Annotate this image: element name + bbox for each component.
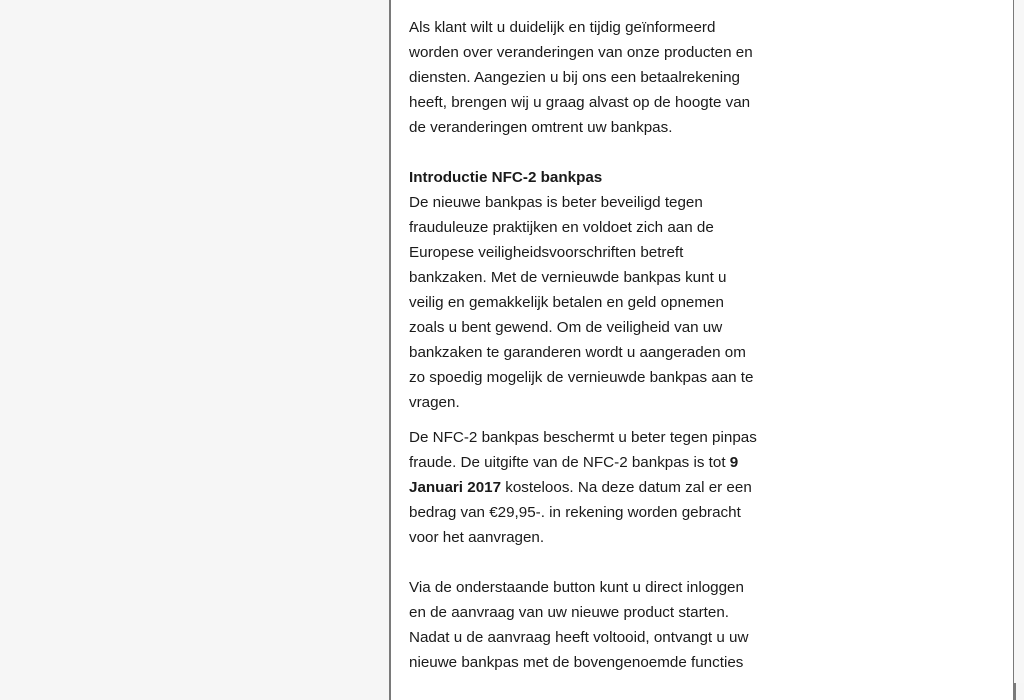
text-line: diensten. Aangezien u bij ons een betaalrekening — [409, 69, 741, 86]
text-line: bankzaken te garanderen wordt u aangeraden om — [409, 344, 746, 361]
text-line: zo spoedig mogelijk de vernieuwde bankpas aan te — [409, 369, 754, 386]
text-line: frauduleuze praktijken en voldoet zich aan de — [409, 219, 714, 236]
intro-paragraph — [409, 15, 757, 140]
text-segment: kosteloos. Na deze datum zal er een — [501, 479, 752, 496]
fee-paragraph — [409, 425, 757, 550]
text-line — [409, 475, 757, 500]
text-line: De NFC-2 bankpas beschermt u beter tegen pinpas — [409, 429, 757, 446]
deadline-day: 9 — [729, 454, 739, 471]
text-line: bedrag van €29,95-. in rekening worden gebracht — [409, 504, 741, 521]
cta-paragraph — [409, 575, 757, 675]
right-gutter — [1014, 0, 1024, 683]
text-line: veilig en gemakkelijk betalen en geld opnemen — [409, 294, 724, 311]
section-paragraph — [409, 190, 757, 415]
text-line: zoals u bent gewend. Om de veiligheid van uw — [409, 319, 723, 336]
text-line: Europese veiligheidsvoorschriften betreft — [409, 244, 684, 261]
email-content — [409, 15, 757, 675]
text-segment: fraude. De uitgifte van de NFC-2 bankpas is tot — [409, 454, 730, 471]
text-line: De nieuwe bankpas is beter beveiligd tegen — [409, 194, 703, 211]
text-line: voor het aanvragen. — [409, 529, 545, 546]
text-line: Als klant wilt u duidelijk en tijdig geïnformeerd — [409, 19, 716, 36]
text-line: worden over veranderingen van onze producten en — [409, 44, 753, 61]
text-line: de veranderingen omtrent uw bankpas. — [409, 119, 673, 136]
text-line: Nadat u de aanvraag heeft voltooid, ontvangt u uw — [409, 629, 749, 646]
text-line: en de aanvraag van uw nieuwe product starten. — [409, 604, 729, 621]
section-heading: Introductie NFC-2 bankpas — [409, 169, 603, 186]
deadline-month-year: Januari 2017 — [409, 479, 502, 496]
email-body — [389, 0, 1016, 700]
text-line: heeft, brengen wij u graag alvast op de hoogte van — [409, 94, 751, 111]
text-line: Via de onderstaande button kunt u direct inloggen — [409, 579, 744, 596]
text-line — [409, 450, 757, 475]
text-line: nieuwe bankpas met de bovengenoemde functies — [409, 654, 744, 671]
text-line: bankzaken. Met de vernieuwde bankpas kunt u — [409, 269, 727, 286]
text-line: vragen. — [409, 394, 460, 411]
